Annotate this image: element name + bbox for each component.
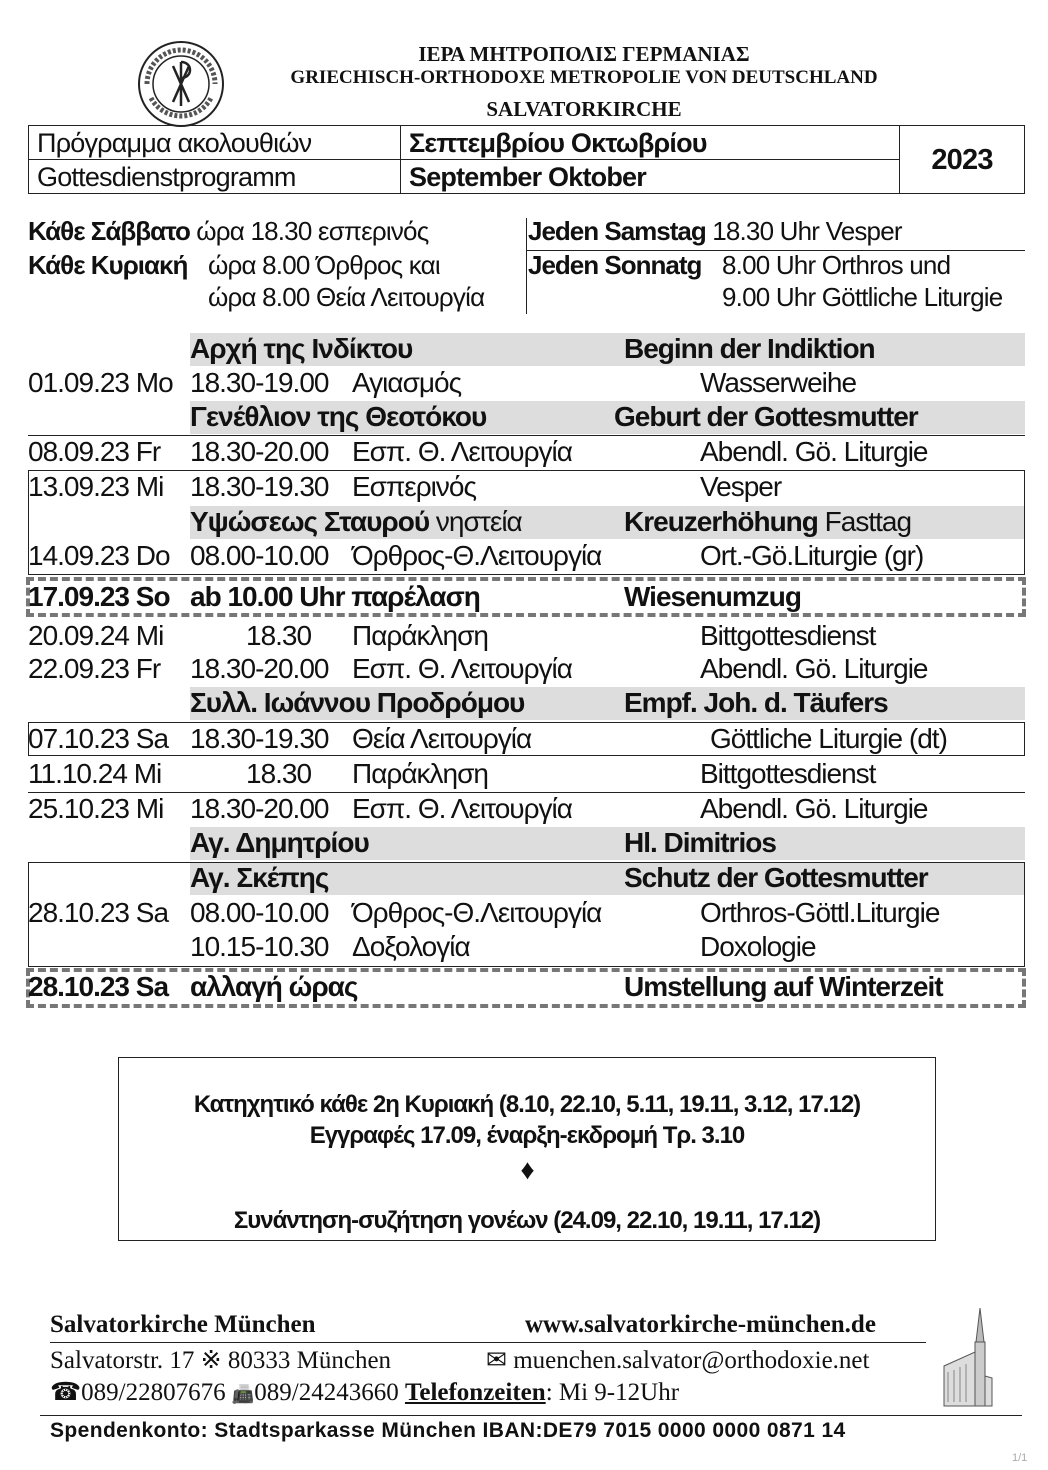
diamond-icon: ♦ [520, 1154, 534, 1185]
footer-hours-label: Telefonzeiten [404, 1379, 546, 1406]
notice-box [118, 1057, 936, 1241]
phone-icon: ☎ [50, 1379, 82, 1406]
header-greek: ΙΕΡΑ ΜΗΤΡΟΠΟΛΙΣ ΓΕΡΜΑΝΙΑΣ [418, 42, 750, 66]
row-28-10-doxology: 10.15-10.30 Δοξολογία Doxologie [190, 931, 816, 962]
footer-website[interactable]: www.salvatorkirche-münchen.de [525, 1311, 876, 1338]
page-number: 1/1 [1012, 1452, 1028, 1464]
sunday-german-text2: 9.00 Uhr Göttliche Liturgie [722, 282, 1003, 312]
row-25-10: 25.10.23 Mi 18.30-20.00 Εσπ. Θ. Λειτουργία Abendl. Gö. Liturgie [28, 793, 928, 824]
row-feast-indiction: Αρχή της Ινδίκτου Beginn der Indiktion [190, 333, 875, 364]
saturday-greek-day: Κάθε Σάββατο [28, 216, 190, 246]
footer-hours: : Mi 9-12Uhr [545, 1379, 680, 1406]
row-feast-nativity: Γενέθλιον της Θεοτόκου Geburt der Gottesmutter [190, 401, 918, 432]
row-28-10-special: 28.10.23 Sa αλλαγή ώρας Umstellung auf Winterzeit [28, 971, 943, 1002]
fax-icon: 📠 [231, 1384, 255, 1404]
church-building-icon [940, 1306, 994, 1408]
saturday-german-day: Jeden Samstag [528, 216, 706, 246]
sunday-german-day: Jeden Sonnatg [528, 250, 702, 280]
footer-phone: 089/22807676 [81, 1379, 226, 1406]
title-table [28, 125, 1025, 194]
title-german-label: Gottesdienstprogramm [29, 160, 401, 194]
row-11-10: 11.10.24 Mi 18.30 Παράκληση Bittgottesdienst [28, 758, 876, 789]
footer-fax: 089/24243660 [254, 1379, 399, 1406]
title-year: 2023 [900, 126, 1025, 194]
notice-registration: Εγγραφές 17.09, έναρξη-εκδρομή Τρ. 3.10 [309, 1122, 745, 1149]
row-feast-dimitrios: Αγ. Δημητρίου Hl. Dimitrios [190, 827, 776, 858]
row-feast-baptist: Συλλ. Ιωάννου Προδρόμου Empf. Joh. d. Täufers [190, 687, 888, 718]
row-17-09-special: 17.09.23 So ab 10.00 Uhr παρέλαση Wiesenumzug [28, 581, 801, 612]
saturday-german-text: 18.30 Uhr Vesper [712, 216, 902, 246]
footer-bank: Spendenkonto: Stadtsparkasse München IBAN:DE79 7015 0000 0000 0871 14 [50, 1419, 846, 1442]
title-greek-label: Πρόγραμμα ακολουθιών [29, 126, 401, 160]
sunday-greek-text2: ώρα 8.00 Θεία Λειτουργία [208, 282, 485, 312]
sunday-german-text1: 8.00 Uhr Orthros und [722, 250, 951, 280]
saturday-greek-text: ώρα 18.30 εσπερινός [196, 216, 429, 246]
row-07-10: 07.10.23 Sa 18.30-19.30 Θεία Λειτουργία Göttliche Liturgie (dt) [28, 723, 947, 754]
row-feast-cross: Υψώσεως Σταυρού νηστεία Kreuzerhöhung Fasttag [190, 506, 912, 537]
header-church: SALVATORKIRCHE [486, 97, 682, 121]
title-greek-months: Σεπτεμβρίου Οκτωβρίου [401, 126, 900, 160]
row-20-09: 20.09.24 Mi 18.30 Παράκληση Bittgottesdienst [28, 620, 876, 651]
email-icon: ✉ [486, 1347, 507, 1374]
sunday-greek-text1: ώρα 8.00 Όρθρος και [208, 250, 440, 280]
row-feast-protection: Αγ. Σκέπης Schutz der Gottesmutter [190, 862, 928, 893]
row-13-09: 13.09.23 Mi 18.30-19.30 Εσπερινός Vesper [28, 471, 782, 502]
sunday-greek-day: Κάθε Κυριακή [28, 250, 188, 280]
notice-parents: Συνάντηση-συζήτηση γονέων (24.09, 22.10, 19.11, 17.12) [233, 1207, 821, 1234]
footer-address: Salvatorstr. 17 ※ 80333 München [50, 1347, 392, 1374]
row-01-09: 01.09.23 Mo 18.30-19.00 Αγιασμός Wasserweihe [28, 367, 857, 398]
title-german-months: September Oktober [401, 160, 900, 194]
row-08-09: 08.09.23 Fr 18.30-20.00 Εσπ. Θ. Λειτουργία Abendl. Gö. Liturgie [28, 436, 928, 467]
notice-catechism: Κατηχητικό κάθε 2η Κυριακή (8.10, 22.10, 5.11, 19.11, 3.12, 17.12) [193, 1091, 861, 1118]
row-22-09: 22.09.23 Fr 18.30-20.00 Εσπ. Θ. Λειτουργία Abendl. Gö. Liturgie [28, 653, 928, 684]
header-german: GRIECHISCH-ORTHODOXE METROPOLIE VON DEUTSCHLAND [290, 67, 878, 88]
footer-email[interactable]: muenchen.salvator@orthodoxie.net [513, 1347, 870, 1374]
row-14-09: 14.09.23 Do 08.00-10.00 Όρθρος-Θ.Λειτουργία Ort.-Gö.Liturgie (gr) [28, 540, 924, 571]
row-28-10: 28.10.23 Sa 08.00-10.00 Όρθρος-Θ.Λειτουργία Orthros-Göttl.Liturgie [28, 897, 940, 928]
footer-church: Salvatorkirche München [50, 1311, 316, 1338]
